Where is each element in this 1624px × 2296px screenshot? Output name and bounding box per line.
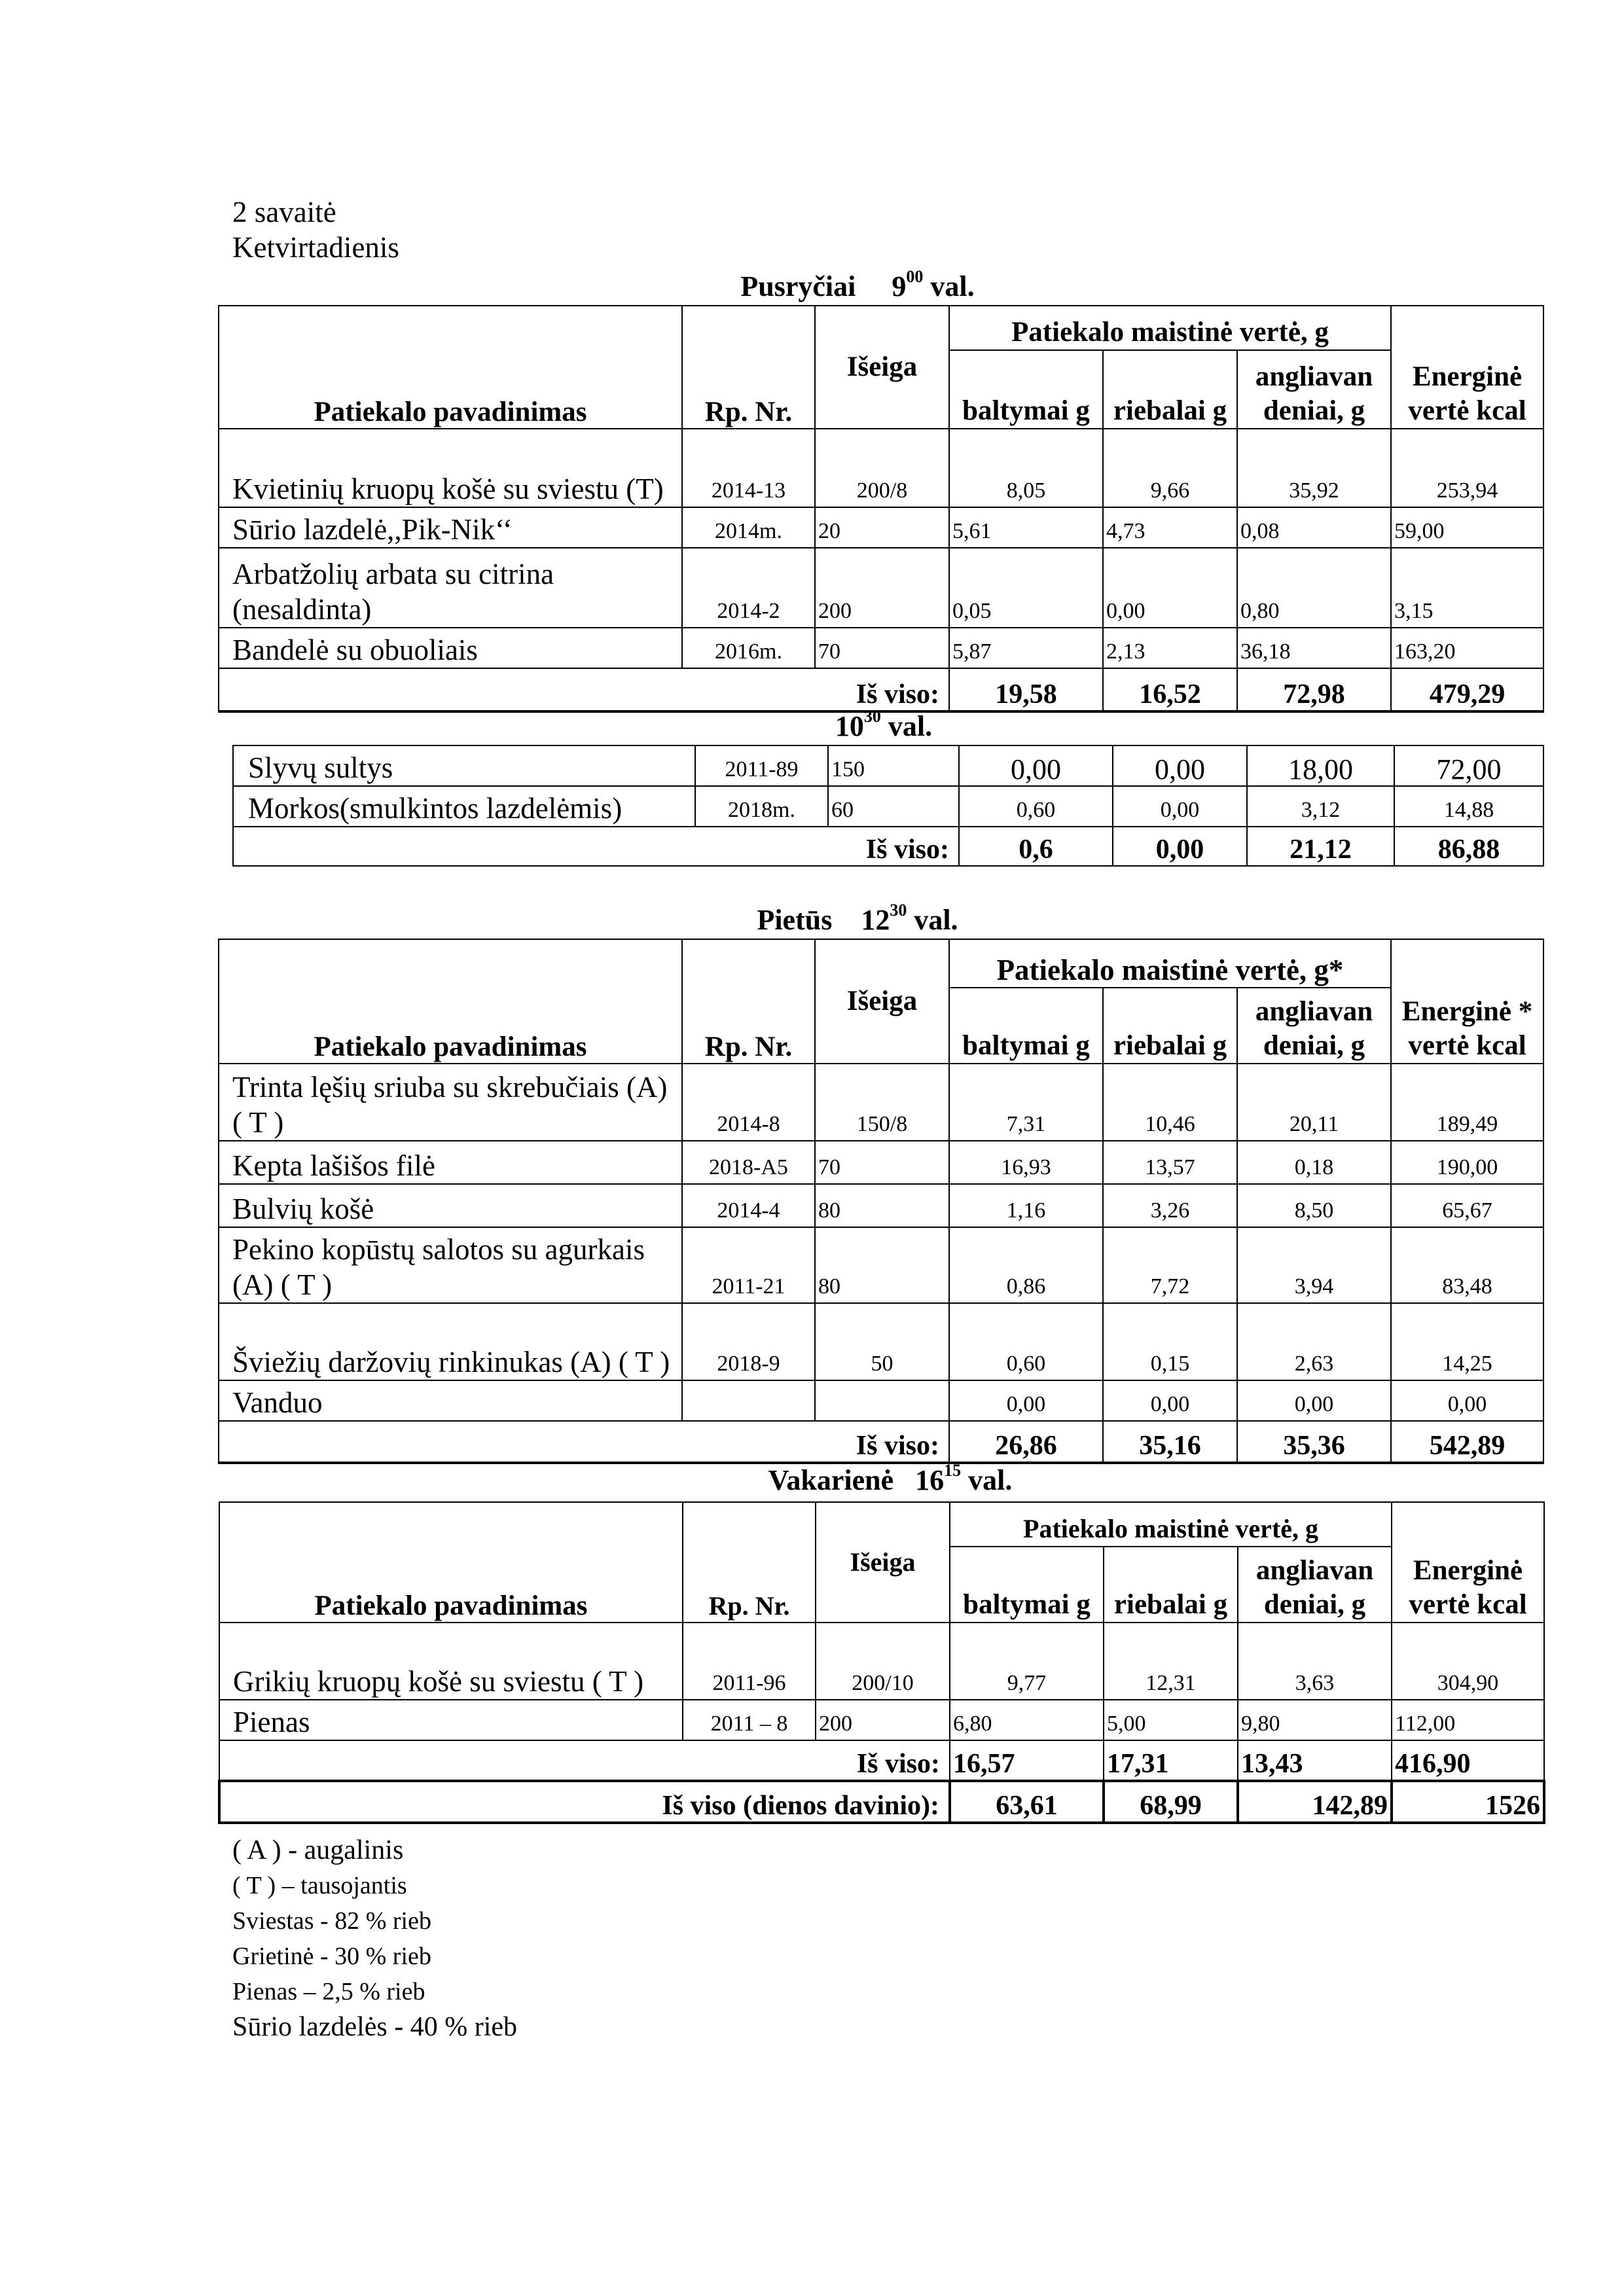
day-total-fat: 68,99	[1104, 1781, 1238, 1823]
carbs-value: 3,63	[1238, 1623, 1392, 1700]
lunch-time: 12	[861, 904, 890, 936]
kcal-value: 14,25	[1391, 1303, 1543, 1380]
dish-name: Bulvių košė	[219, 1184, 682, 1227]
dish-name: Grikių kruopų košė su sviestu ( T )	[219, 1623, 683, 1700]
week-label: 2 savaitė	[232, 196, 336, 228]
carbs-value: 2,63	[1237, 1303, 1391, 1380]
table-row	[219, 1623, 1544, 1700]
dish-name: Slyvų sultys	[233, 745, 695, 786]
lunch-time-unit: val.	[914, 904, 958, 936]
lunch-heading	[687, 903, 1028, 937]
total-protein: 19,58	[949, 668, 1103, 711]
protein-value: 9,77	[950, 1623, 1104, 1700]
table-row	[233, 745, 1543, 786]
legend-item: Sūrio lazdelės - 40 % rieb	[232, 2012, 518, 2042]
protein-value: 8,05	[949, 429, 1103, 507]
lunch-time-sup: 30	[890, 901, 907, 920]
kcal-value: 59,00	[1391, 507, 1543, 548]
rp-number: 2016m.	[682, 628, 815, 668]
col-nutri-header: Patiekalo maistinė vertė, g*	[949, 939, 1391, 988]
dish-name: Pekino kopūstų salotos su agurkais (A) ( T )	[219, 1227, 682, 1303]
protein-value: 0,86	[949, 1227, 1103, 1303]
table-row	[219, 1700, 1544, 1740]
fat-value: 0,00	[1103, 548, 1237, 628]
protein-value: 0,60	[959, 786, 1113, 827]
col-energy-header: Energinė vertė kcal	[1391, 306, 1543, 429]
table-row	[219, 507, 1543, 548]
yield-value: 200	[816, 1700, 950, 1740]
kcal-value: 253,94	[1391, 429, 1543, 507]
rp-number: 2011 – 8	[683, 1700, 816, 1740]
dinner-title: Vakarienė	[768, 1464, 894, 1496]
breakfast-time-unit: val.	[930, 270, 975, 302]
protein-value: 0,00	[949, 1380, 1103, 1421]
col-carbs-header: angliavan deniai, g	[1237, 350, 1391, 429]
total-carbs: 35,36	[1237, 1421, 1391, 1463]
kcal-value: 65,67	[1391, 1184, 1543, 1227]
carbs-value: 35,92	[1237, 429, 1391, 507]
rp-number: 2014-4	[682, 1184, 815, 1227]
table-row	[219, 1141, 1543, 1184]
rp-number: 2018m.	[695, 786, 828, 827]
breakfast-title: Pusryčiai	[740, 270, 856, 302]
rp-number: 2014-2	[682, 548, 815, 628]
total-row	[219, 668, 1543, 711]
legend-item: Pienas – 2,5 % rieb	[232, 1978, 425, 2005]
rp-number: 2014m.	[682, 507, 815, 548]
table-row	[219, 1303, 1543, 1380]
col-rp-header: Rp. Nr.	[682, 939, 815, 1064]
kcal-value: 0,00	[1391, 1380, 1543, 1421]
fat-value: 3,26	[1103, 1184, 1237, 1227]
fat-value: 0,00	[1103, 1380, 1237, 1421]
carbs-value: 9,80	[1238, 1700, 1392, 1740]
rp-number: 2011-96	[683, 1623, 816, 1700]
total-fat: 0,00	[1113, 827, 1247, 866]
kcal-value: 304,90	[1392, 1623, 1544, 1700]
snack-table	[232, 745, 1544, 867]
total-label: Iš viso:	[219, 668, 949, 711]
kcal-value: 3,15	[1391, 548, 1543, 628]
dish-name: Kvietinių kruopų košė su sviestu (T)	[219, 429, 682, 507]
rp-number: 2014-8	[682, 1064, 815, 1141]
dish-name: Pienas	[219, 1700, 683, 1740]
col-fat-header: riebalai g	[1103, 988, 1237, 1064]
table-row	[219, 548, 1543, 628]
dish-name: Šviežių daržovių rinkinukas (A) ( T )	[219, 1303, 682, 1380]
protein-value: 1,16	[949, 1184, 1103, 1227]
total-label: Iš viso:	[233, 827, 959, 866]
legend-item: Grietinė - 30 % rieb	[232, 1943, 431, 1970]
rp-number: 2018-A5	[682, 1141, 815, 1184]
protein-value: 16,93	[949, 1141, 1103, 1184]
table-row	[219, 1227, 1543, 1303]
fat-value: 5,00	[1104, 1700, 1238, 1740]
table-row	[233, 786, 1543, 827]
yield-value: 200/8	[815, 429, 949, 507]
col-protein-header: baltymai g	[949, 350, 1103, 429]
total-fat: 35,16	[1103, 1421, 1237, 1463]
total-protein: 16,57	[950, 1740, 1104, 1781]
carbs-value: 8,50	[1237, 1184, 1391, 1227]
fat-value: 7,72	[1103, 1227, 1237, 1303]
dish-name: Vanduo	[219, 1380, 682, 1421]
table-row	[219, 429, 1543, 507]
carbs-value: 0,00	[1237, 1380, 1391, 1421]
kcal-value: 72,00	[1394, 745, 1543, 786]
breakfast-table	[218, 305, 1544, 713]
legend-item: Sviestas - 82 % rieb	[232, 1907, 431, 1935]
legend-item: ( T ) – tausojantis	[232, 1872, 407, 1899]
yield-value: 60	[828, 786, 959, 827]
col-protein-header: baltymai g	[950, 1547, 1104, 1623]
total-row	[219, 1740, 1544, 1781]
yield-value: 80	[815, 1184, 949, 1227]
yield-value	[815, 1380, 949, 1421]
dish-name: Bandelė su obuoliais	[219, 628, 682, 668]
col-nutri-header: Patiekalo maistinė vertė, g	[950, 1502, 1392, 1547]
protein-value: 5,61	[949, 507, 1103, 548]
dish-name: Trinta lęšių sriuba su skrebučiais (A) ( T )	[219, 1064, 682, 1141]
yield-value: 200	[815, 548, 949, 628]
dish-name: Sūrio lazdelė,,Pik-Nik‘‘	[219, 507, 682, 548]
rp-number: 2011-89	[695, 745, 828, 786]
protein-value: 0,60	[949, 1303, 1103, 1380]
yield-value: 150	[828, 745, 959, 786]
protein-value: 6,80	[950, 1700, 1104, 1740]
fat-value: 0,00	[1113, 786, 1247, 827]
kcal-value: 190,00	[1391, 1141, 1543, 1184]
yield-value: 80	[815, 1227, 949, 1303]
carbs-value: 0,08	[1237, 507, 1391, 548]
total-row	[219, 1421, 1543, 1463]
total-fat: 16,52	[1103, 668, 1237, 711]
carbs-value: 3,94	[1237, 1227, 1391, 1303]
col-fat-header: riebalai g	[1104, 1547, 1238, 1623]
breakfast-time: 9	[892, 270, 907, 302]
snack-time-unit: val.	[888, 710, 933, 742]
total-row	[233, 827, 1543, 866]
rp-number: 2018-9	[682, 1303, 815, 1380]
col-rp-header: Rp. Nr.	[682, 306, 815, 429]
fat-value: 0,00	[1113, 745, 1247, 786]
fat-value: 10,46	[1103, 1064, 1237, 1141]
fat-value: 0,15	[1103, 1303, 1237, 1380]
dish-name: Arbatžolių arbata su citrina (nesaldinta)	[219, 548, 682, 628]
legend-item: ( A ) - augalinis	[232, 1835, 404, 1865]
dish-name: Morkos(smulkintos lazdelėmis)	[233, 786, 695, 827]
col-name-header: Patiekalo pavadinimas	[219, 939, 682, 1064]
total-kcal: 479,29	[1391, 668, 1543, 711]
fat-value: 4,73	[1103, 507, 1237, 548]
carbs-value: 0,80	[1237, 548, 1391, 628]
dinner-time: 16	[915, 1464, 945, 1496]
col-fat-header: riebalai g	[1103, 350, 1237, 429]
carbs-value: 18,00	[1247, 745, 1394, 786]
total-kcal: 542,89	[1391, 1421, 1543, 1463]
legend	[232, 1833, 517, 2045]
lunch-table	[218, 939, 1544, 1464]
day-total-row	[219, 1781, 1544, 1823]
col-energy-header: Energinė vertė kcal	[1392, 1502, 1544, 1623]
kcal-value: 83,48	[1391, 1227, 1543, 1303]
yield-value: 20	[815, 507, 949, 548]
day-label: Ketvirtadienis	[232, 231, 399, 264]
breakfast-time-sup: 00	[906, 267, 924, 286]
col-carbs-header: angliavan deniai, g	[1237, 988, 1391, 1064]
carbs-value: 20,11	[1237, 1064, 1391, 1141]
kcal-value: 112,00	[1392, 1700, 1544, 1740]
day-total-kcal: 1526	[1392, 1781, 1544, 1823]
protein-value: 7,31	[949, 1064, 1103, 1141]
fat-value: 13,57	[1103, 1141, 1237, 1184]
col-rp-header: Rp. Nr.	[683, 1502, 816, 1623]
rp-number: 2011-21	[682, 1227, 815, 1303]
total-label: Iš viso:	[219, 1421, 949, 1463]
total-carbs: 21,12	[1247, 827, 1394, 866]
table-row	[219, 628, 1543, 668]
table-row	[219, 1184, 1543, 1227]
col-yield-header: Išeiga	[815, 306, 949, 429]
carbs-value: 0,18	[1237, 1141, 1391, 1184]
breakfast-heading	[655, 267, 1060, 303]
col-carbs-header: angliavan deniai, g	[1238, 1547, 1392, 1623]
col-nutri-header: Patiekalo maistinė vertė, g	[949, 306, 1391, 350]
kcal-value: 14,88	[1394, 786, 1543, 827]
yield-value: 70	[815, 628, 949, 668]
rp-number: 2014-13	[682, 429, 815, 507]
dinner-table	[218, 1501, 1545, 1824]
fat-value: 2,13	[1103, 628, 1237, 668]
col-yield-header: Išeiga	[815, 939, 949, 1064]
fat-value: 9,66	[1103, 429, 1237, 507]
yield-value: 150/8	[815, 1064, 949, 1141]
col-yield-header: Išeiga	[816, 1502, 950, 1623]
dinner-heading	[687, 1463, 1093, 1497]
yield-value: 70	[815, 1141, 949, 1184]
day-total-carbs: 142,89	[1238, 1781, 1392, 1823]
total-kcal: 86,88	[1394, 827, 1543, 866]
kcal-value: 163,20	[1391, 628, 1543, 668]
total-protein: 0,6	[959, 827, 1113, 866]
carbs-value: 36,18	[1237, 628, 1391, 668]
total-carbs: 13,43	[1238, 1740, 1392, 1781]
protein-value: 0,00	[959, 745, 1113, 786]
fat-value: 12,31	[1104, 1623, 1238, 1700]
rp-number	[682, 1380, 815, 1421]
snack-time-sup: 30	[863, 707, 881, 726]
kcal-value: 189,49	[1391, 1064, 1543, 1141]
protein-value: 0,05	[949, 548, 1103, 628]
col-energy-header: Energinė * vertė kcal	[1391, 939, 1543, 1064]
table-row	[219, 1064, 1543, 1141]
lunch-title: Pietūs	[757, 904, 833, 936]
yield-value: 200/10	[816, 1623, 950, 1700]
snack-time: 10	[835, 710, 864, 742]
total-label: Iš viso:	[219, 1740, 950, 1781]
day-total-label: Iš viso (dienos davinio):	[219, 1781, 950, 1823]
col-name-header: Patiekalo pavadinimas	[219, 306, 682, 429]
total-kcal: 416,90	[1392, 1740, 1544, 1781]
col-name-header: Patiekalo pavadinimas	[219, 1502, 683, 1623]
yield-value: 50	[815, 1303, 949, 1380]
snack-heading	[785, 709, 982, 743]
col-protein-header: baltymai g	[949, 988, 1103, 1064]
day-total-protein: 63,61	[950, 1781, 1104, 1823]
total-carbs: 72,98	[1237, 668, 1391, 711]
dinner-time-unit: val.	[968, 1464, 1013, 1496]
protein-value: 5,87	[949, 628, 1103, 668]
carbs-value: 3,12	[1247, 786, 1394, 827]
total-protein: 26,86	[949, 1421, 1103, 1463]
table-row	[219, 1380, 1543, 1421]
total-fat: 17,31	[1104, 1740, 1238, 1781]
dish-name: Kepta lašišos filė	[219, 1141, 682, 1184]
dinner-time-sup: 15	[944, 1461, 962, 1480]
